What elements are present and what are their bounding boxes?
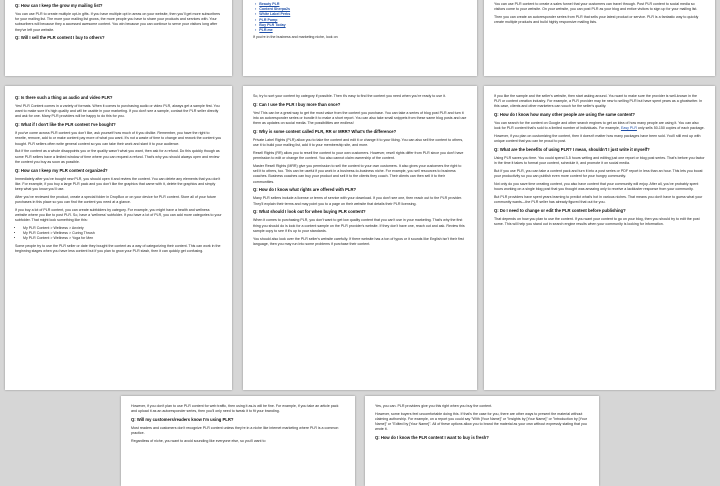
answer-paragraph: However, if you plan on customizing the content, then it doesn't matter how many packages have been sold. You'll still end up with unique content that you can be proud to post. <box>494 134 701 144</box>
answer-paragraph: If you've come across PLR content you don't like, ask yourself how much of it you dislike. Remember, you have the right to rewrite, remove, add to or make content pay more of what you want. It's not a waste of time to change and rework the content you bought. PLR sellers often write general content so you can take their work and slant it to your audience. <box>15 131 222 146</box>
folder-example-list <box>15 226 222 242</box>
question-heading: Q: What should I look out for when buying PLR content? <box>253 209 366 215</box>
answer-paragraph: Yes, you can. PLR providers give you this right when you buy the content. <box>375 404 493 408</box>
answer-paragraph: After you've reviewed the product, create a special folder in DropBox or on your device for PLR content. Store all of your future purchases in this place so you can find the content you need at a glance. <box>15 194 217 205</box>
question-heading: Q: How do I know the PLR content I want to buy is fresh? <box>375 435 489 441</box>
answer-paragraph: Yes! This can be a great way to get the most value from the content you purchase. You can take a series of blog post PLR and turn it into an autoresponder series or bundle it to make a short report. You can also take small snippets from these same blog posts and use them as updates on social media. The possibilities are endless! <box>253 110 467 126</box>
question-heading: Q: What are the benefits of using PLR? I mean, shouldn't I just write it myself? <box>494 147 650 153</box>
provider-link[interactable]: PLR.me <box>259 28 273 33</box>
provider-link[interactable]: Content Sherpa2s <box>259 7 291 12</box>
document-page-5 <box>243 86 477 390</box>
answer-paragraph: If you buy a lot of PLR content, you can create subfolders by category. For example, you might have a health and wellness website where you like to post PLR. So, have a 'wellness' subfolder. If you have a lot of PLR, you can add more categories to your subfolder. That might look something like this: <box>15 207 222 223</box>
answer-paragraph: You should also look over the PLR seller's website carefully. If there website has a ton of typos or it sounds like English isn't their first language, then you may run into some problems if purchase their content. <box>253 236 464 246</box>
answer-paragraph: If you like the sample and the seller's website, then start asking around. You want to make sure the provider is well-known in the PLR or content creation industry. For example, a PLR provider may be new to selling PLR but have spent years as a ghostwriter. In this case, clients and other marketers can vouch for the seller's quality. <box>494 94 703 109</box>
answer-paragraph: Regardless of niche, you want to avoid sounding like everyone else, so you'll want to <box>131 439 266 443</box>
list-item <box>255 28 467 33</box>
answer-paragraph: Master Resell Rights (MRR) give you permission to sell the content to your own customers. It also gives your customers the right to sell it to others, too. This can be useful if you work in a business-to-business niche. For example, you sell resources to business coaches. Business coaches can buy your product and sell it to the clients they coach. Their clients can then sell it to their communities. <box>253 164 462 184</box>
answer-paragraph: Some people try to use the PLR seller or date they bought the content as a way of categorizing their content. This can work in the beginning stages when you have less content but if you plan to grow your PLR stash, then it can quickly get confusing. <box>15 243 221 253</box>
answer-paragraph: You can use PLR content to create a sales funnel that your customers can travel through. Post PLR content to social media so visitors come to your website. On your website, you can post PLR as your blog and entice visitors to sign up for your mailing list. <box>494 2 698 12</box>
question-heading: Q: Can I use the PLR I buy more than once? <box>253 101 341 107</box>
question-heading: Q: Will my customers/readers know I'm using PLR? <box>131 417 234 422</box>
answer-text: only sells 50-150 copies of each package. <box>636 126 705 131</box>
answer-paragraph: Most readers and customers don't recognize PLR content unless they're in a niche like internet marketing where PLR is a common practice. <box>131 426 339 436</box>
answer-paragraph: If you're in the business and marketing niche, look on <box>253 35 338 40</box>
question-heading: Q: How do I know what rights are offered with PLR? <box>253 187 357 193</box>
question-heading: Q: Is there such a thing as audio and video PLR? <box>15 95 113 100</box>
answer-paragraph: However, some buyers feel uncomfortable doing this. If that's the case for you, there are other ways to present the material without claiming authorship. For example, on a report you could say "With [Your Name]" or "Insights by [Your Name]" or "Introduction by [Your Name]" or "Edited by [Your Name]". All of these options allow you to brand the material as your own without expressly stating that you wrote it. <box>375 411 587 432</box>
provider-link[interactable]: Beauty PLR <box>259 2 280 6</box>
document-page-3 <box>484 0 715 76</box>
document-page-7 <box>121 396 355 486</box>
question-heading: Q: Will I sell the PLR content I buy to others? <box>15 35 105 41</box>
question-heading: Q: How do I know how many other people are using the same content? <box>494 112 635 118</box>
answer-paragraph: However, if you don't plan to use PLR content for web traffic, then using it as-is will be fine. For example, if you take an article pack and upload it as an autoresponder series, then you'll only need to tweak it to fit your branding. <box>131 404 339 414</box>
answer-paragraph: Private Label Rights (PLR) allow you to take the content and edit it or change it to your liking. You can also sell the content to others, use it to build your mailing list, add it to your membership site, and more. <box>253 138 464 148</box>
answer-paragraph: Using PLR saves you time. You could spend 3-5 hours writing and editing just one report or blog post series. That's before you factor in the time it takes to format your content, schedule it, and promote it on social media. <box>494 156 705 166</box>
list-item: • My PLR Content > Wellness > Anxiety <box>23 226 222 231</box>
document-page-8 <box>365 396 599 486</box>
answer-paragraph: But if you use PLR, you can take a content pack and turn it into a post series or PDF report in less than an hour. This lets you boost your productivity so you can publish even more content for your hungry community. <box>494 169 703 179</box>
answer-paragraph: So, try to sort your content by category if possible. Then it's easy to find the content you need when you're ready to use it. <box>253 94 446 98</box>
answer-paragraph: Then you can create an autoresponder series from PLR that sells your latest product or service. PLR is a fantastic way to quickly create multiple products and build highly responsive mailing lists. <box>494 15 699 25</box>
provider-link[interactable]: PLR Pump <box>259 17 278 22</box>
question-heading: Q: Why is some content called PLR, RR or MRR? What's the difference? <box>253 129 397 134</box>
document-page-1 <box>5 0 232 76</box>
question-heading: Q: How can I keep my PLR content organized? <box>15 167 108 173</box>
list-item: • My PLR Content > Wellness > Curing Thrush <box>23 231 222 236</box>
document-page-4 <box>5 86 232 390</box>
answer-paragraph: But if the content as a whole disappoints you or the quality wasn't what you want, then ask for a refund. Do this quickly though as some PLR sellers have a limited window of time where you can request a refund. That's why you should always open and review the content you buy as soon as possible. <box>15 149 220 164</box>
answer-paragraph <box>494 121 705 131</box>
answer-paragraph: Resell Rights (RR) allow you to resell the content to your own customers. However, resell rights differ from PLR since you don't have permission to edit or change the content. You also cannot claim ownership of the content. <box>253 151 464 161</box>
document-page-6 <box>484 86 715 390</box>
answer-paragraph: That depends on how you plan to use the content. If you want your content to go on your blog, then you should try to edit the post some. This will help you stand out in search engine results when your community is looking for information. <box>494 217 700 227</box>
question-heading: Q: What if I don't like the PLR content I've bought? <box>15 122 116 128</box>
answer-paragraph: Yes! PLR Content comes in a variety of formats. When it comes to purchasing audio or video PLR, always get a sample first. You want to make sure it's high quality and will be usable in your marketing. If you don't see a sample, contact the PLR seller directly and ask for one. Many PLR providers will be happy to do this for you. <box>15 104 220 119</box>
question-heading: Q: How can I keep the grow my mailing list? <box>15 3 103 8</box>
plr-provider-link-list <box>253 2 467 33</box>
answer-paragraph: Not only do you save time creating content, you also have content that your community will enjoy. After all, you've probably spent hours working on a single blog post that you thought was amazing only to receive a lackluster response from your community. <box>494 182 699 192</box>
answer-paragraph: But PLR providers have spent years learning to predict what's hot in various niches. That means you don't have to guess what your community wants—the PLR seller has already figured that out for you. <box>494 195 703 205</box>
provider-link[interactable]: White Label Perks <box>259 12 291 17</box>
list-item: • My PLR Content > Wellness > Yoga for Men <box>23 236 222 241</box>
question-heading: Q: Do I need to change or edit the PLR content before publishing? <box>494 208 626 214</box>
answer-text: You can search for the content on Google and other search engines to get an idea of how many people are using it. You can also look for PLR content that's sold to a limited number of individuals. For example, <box>494 121 699 131</box>
answer-paragraph: When it comes to purchasing PLR, you don't want to get low quality content that you can't use in your marketing. That's why the first thing you should do is look for a content sample on the PLR provider's website. If they don't have one, reach out and ask. Review this sample copy to see if it's up to your standards. <box>253 218 465 233</box>
answer-paragraph: Many PLR sellers include a license or terms of service with your download. If you don't see one, then reach out to the PLR provider. They'll explain their terms and may point you to a page on their website that details their PLR licensing. <box>253 196 463 206</box>
provider-link[interactable]: Buy PLR Today <box>259 22 286 27</box>
document-page-2 <box>243 0 477 76</box>
easy-plr-link[interactable]: Easy PLR <box>620 126 637 131</box>
answer-paragraph: Immediately after you've bought new PLR, you should open it and review the content. You can delete any elements that you don't like. For example, if you buy a large PLR pack and you don't like the graphics that came with it, delete the graphics and simply keep what you know you'll use. <box>15 176 221 192</box>
answer-paragraph: You can use PLR to create multiple opt-in gifts. If you have multiple opt in areas on your website, then you'll get more subscribers for your mailing list. The more your mailing list grows, the more people you have to share your products and services with. Your subscribers will because they a accessed awesome content. You win because you can continue to serve your visitors long after they've left your website. <box>15 12 221 32</box>
